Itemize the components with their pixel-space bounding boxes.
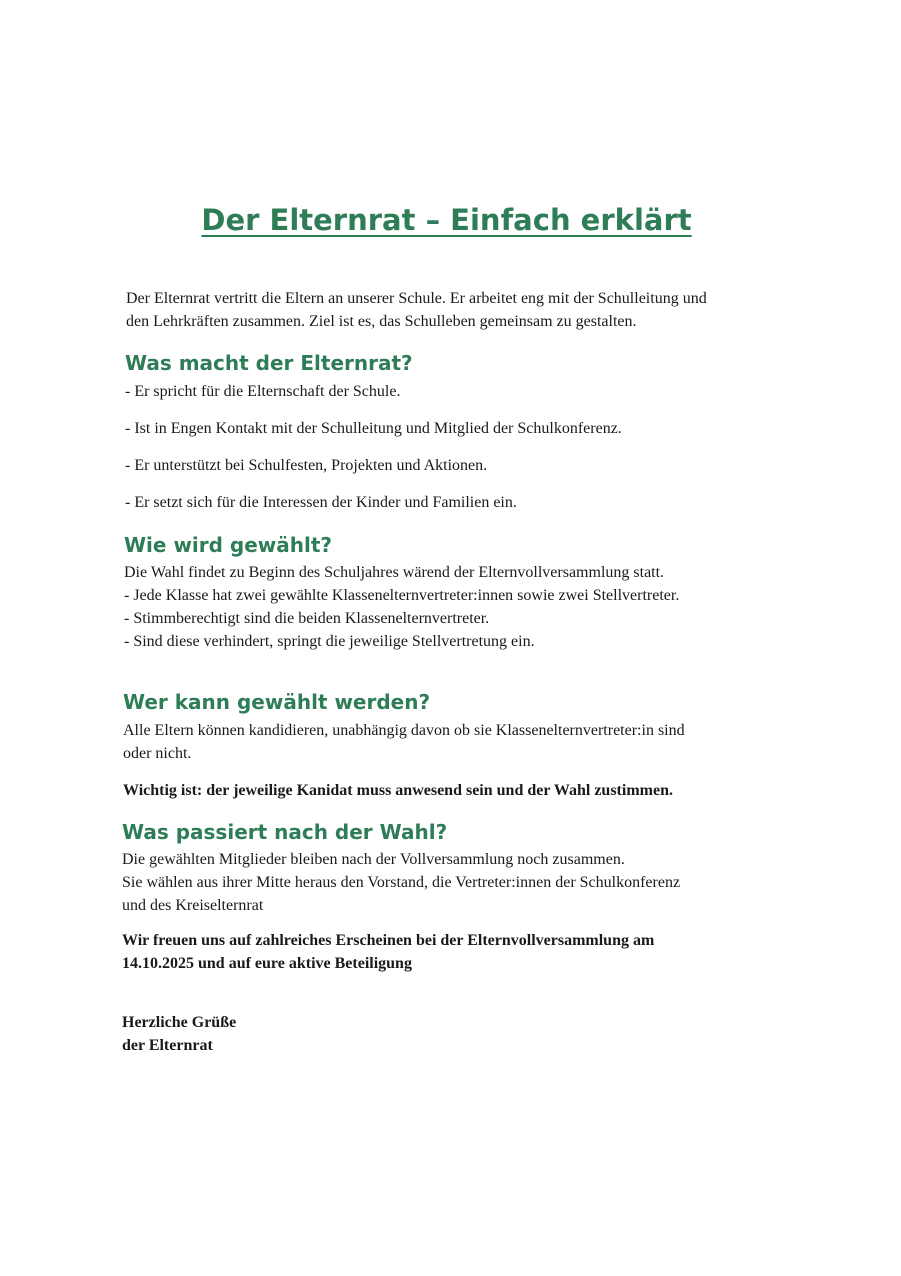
candidates-line: oder nicht. [123, 745, 192, 762]
important-note [123, 779, 773, 802]
candidates-line: Alle Eltern können kandidieren, unabhängig davon ob sie Klassenelternvertreter:in sind [123, 722, 685, 739]
election-line: - Jede Klasse hat zwei gewählte Klassenelternvertreter:innen sowie zwei Stellvertreter. [124, 587, 680, 604]
list-item: - Er spricht für die Elternschaft der Schule. [125, 383, 401, 400]
closing-line: Herzliche Grüße [122, 1014, 237, 1031]
important-line: Wichtig ist: der jeweilige Kanidat muss anwesend sein und der Wahl zustimmen. [123, 782, 673, 799]
closing [122, 1011, 772, 1057]
invitation-line: 14.10.2025 und auf eure aktive Beteiligung [122, 955, 412, 972]
list-item: - Er setzt sich für die Interessen der Kinder und Familien ein. [125, 494, 517, 511]
section-wie-gewaehlt [124, 532, 774, 558]
after-election-info [122, 848, 772, 917]
invitation-line: Wir freuen uns auf zahlreiches Erscheinen bei der Elternvollversammlung am [122, 932, 655, 949]
after-election-line: Sie wählen aus ihrer Mitte heraus den Vorstand, die Vertreter:innen der Schulkonferenz [122, 874, 681, 891]
list-item: - Er unterstützt bei Schulfesten, Projekten und Aktionen. [125, 457, 488, 474]
invitation [122, 929, 772, 975]
election-info [124, 561, 804, 653]
section-heading: Wie wird gewählt? [124, 533, 333, 557]
election-line: - Sind diese verhindert, springt die jeweilige Stellvertretung ein. [124, 633, 535, 650]
section-heading: Wer kann gewählt werden? [123, 690, 431, 714]
task-list [125, 380, 775, 403]
list-item: - Ist in Engen Kontakt mit der Schulleitung und Mitglied der Schulkonferenz. [125, 420, 622, 437]
task-list [125, 417, 775, 440]
closing-line: der Elternrat [122, 1037, 213, 1054]
election-line: - Stimmberechtigt sind die beiden Klassenelternvertreter. [124, 610, 490, 627]
section-heading: Was macht der Elternrat? [125, 351, 413, 375]
task-list [125, 454, 775, 477]
intro-line: Der Elternrat vertritt die Eltern an unserer Schule. Er arbeitet eng mit der Schulleitung und [126, 290, 707, 307]
after-election-line: und des Kreiselternrat [122, 897, 264, 914]
intro-paragraph [126, 287, 776, 333]
task-list [125, 491, 775, 514]
section-heading: Was passiert nach der Wahl? [122, 820, 448, 844]
section-was-macht [125, 350, 775, 376]
section-wer-kann [123, 689, 773, 715]
candidates-info [123, 719, 773, 765]
intro-line: den Lehrkräften zusammen. Ziel ist es, das Schulleben gemeinsam zu gestalten. [126, 313, 637, 330]
document-title: Der Elternrat – Einfach erklärt [201, 203, 692, 237]
election-line: Die Wahl findet zu Beginn des Schuljahres wärend der Elternvollversammlung statt. [124, 564, 665, 581]
after-election-line: Die gewählten Mitglieder bleiben nach der Vollversammlung noch zusammen. [122, 851, 625, 868]
section-nach-wahl [122, 819, 772, 845]
